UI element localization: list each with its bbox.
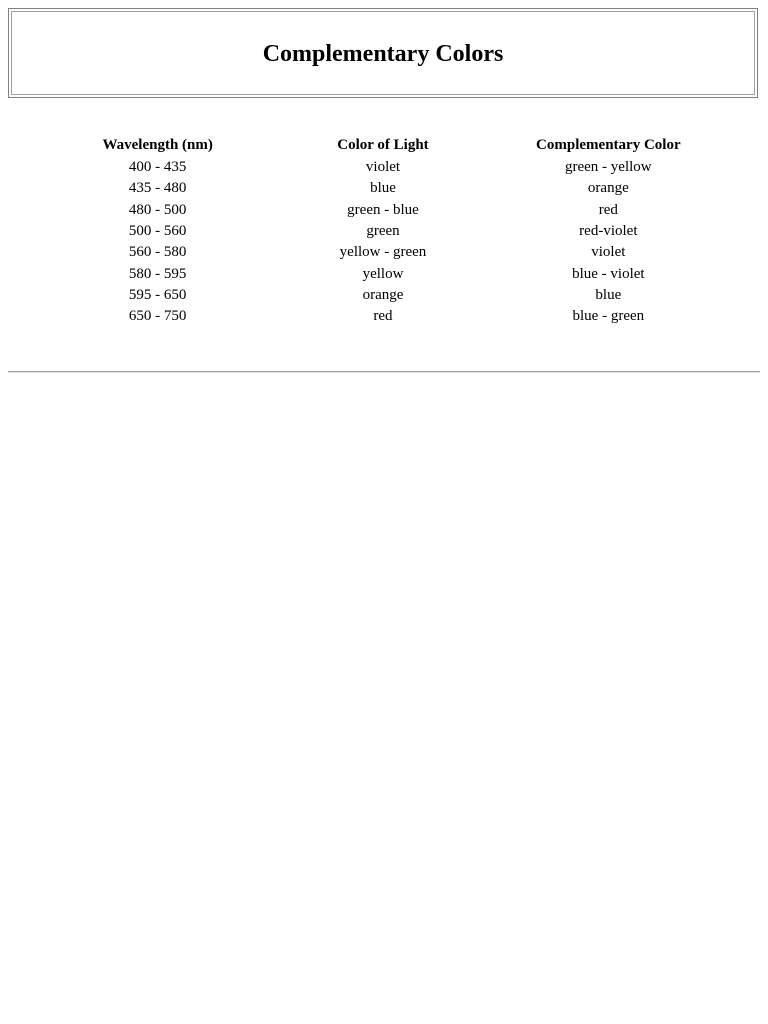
table-row — [45, 200, 721, 221]
page-title: Complementary Colors — [262, 40, 504, 67]
color-of-light-cell: blue — [370, 180, 396, 197]
complementary-color-cell: blue - green — [572, 308, 645, 325]
color-of-light-cell: violet — [365, 159, 401, 176]
wavelength-cell: 480 - 500 — [128, 201, 187, 218]
column-header-complementary-color: Complementary Color — [536, 137, 681, 153]
title-box — [8, 8, 758, 98]
color-of-light-cell: orange — [362, 286, 404, 303]
title-box-inner — [11, 11, 755, 95]
complementary-color-cell: blue — [595, 286, 622, 303]
wavelength-cell: 580 - 595 — [128, 265, 187, 282]
color-of-light-cell: green - blue — [347, 201, 419, 218]
table-row — [45, 242, 721, 263]
table-header-row — [45, 134, 721, 157]
complementary-colors-table — [45, 134, 721, 327]
wavelength-cell: 500 - 560 — [128, 223, 187, 240]
color-of-light-cell: yellow - green — [339, 244, 427, 261]
complementary-color-cell: violet — [591, 244, 626, 261]
wavelength-cell: 560 - 580 — [128, 244, 187, 261]
wavelength-cell: 595 - 650 — [128, 286, 187, 303]
complementary-color-cell: green - yellow — [565, 159, 652, 176]
wavelength-cell: 650 - 750 — [128, 308, 187, 325]
table-row — [45, 285, 721, 306]
complementary-color-cell: blue - violet — [572, 265, 645, 282]
table-row — [45, 178, 721, 199]
table-row — [45, 306, 721, 327]
color-of-light-cell: green — [366, 223, 400, 240]
color-of-light-cell: red — [373, 308, 393, 325]
wavelength-cell: 435 - 480 — [128, 180, 187, 197]
table-row — [45, 157, 721, 178]
complementary-color-cell: orange — [587, 180, 629, 197]
complementary-color-cell: red — [598, 201, 618, 218]
complementary-color-cell: red-violet — [579, 223, 638, 240]
color-of-light-cell: yellow — [362, 265, 404, 282]
wavelength-cell: 400 - 435 — [128, 159, 187, 176]
horizontal-rule — [8, 371, 760, 373]
column-header-color-of-light: Color of Light — [337, 137, 429, 153]
column-header-wavelength: Wavelength (nm) — [102, 137, 213, 153]
table-row — [45, 263, 721, 284]
table-row — [45, 221, 721, 242]
